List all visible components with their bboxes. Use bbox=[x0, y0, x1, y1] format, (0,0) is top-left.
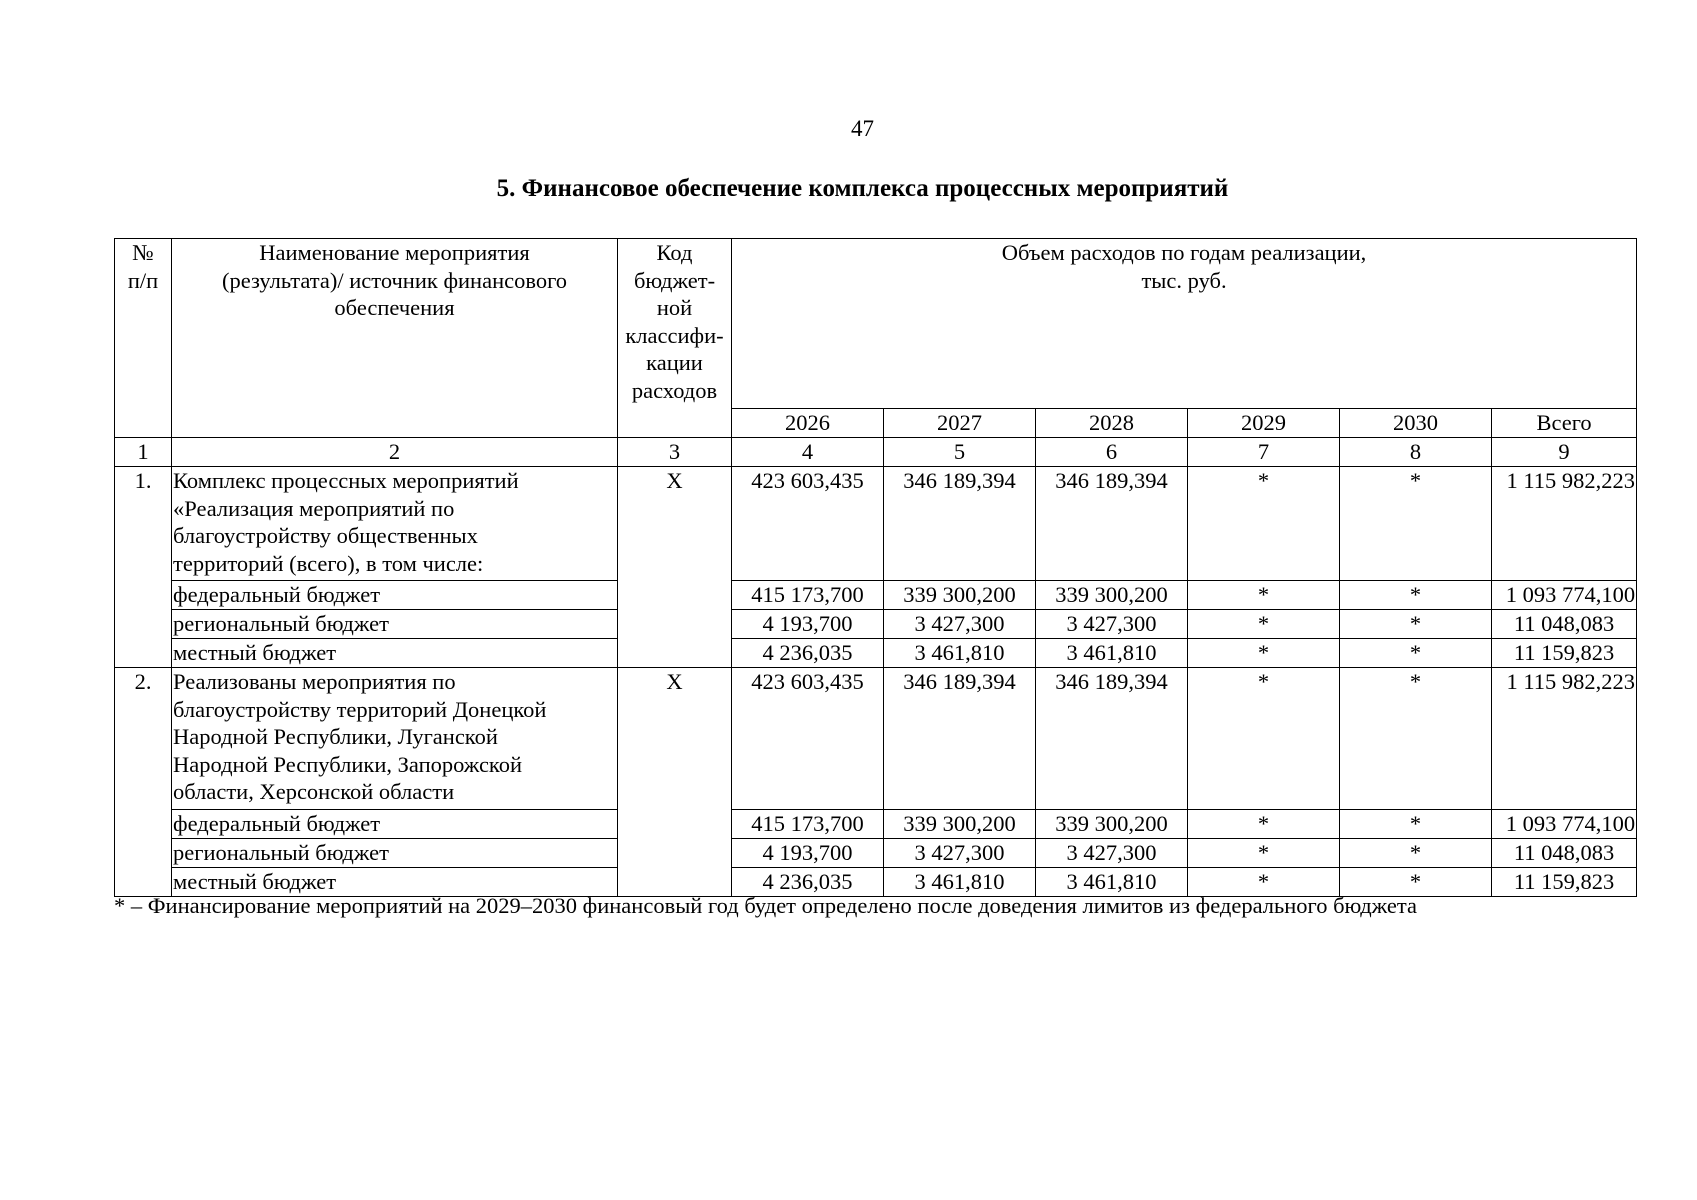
header-code-line: Код bbox=[656, 240, 693, 265]
table-row bbox=[115, 467, 1637, 581]
row-number: 2. bbox=[115, 668, 172, 897]
budget-code: Х bbox=[618, 668, 732, 897]
row-name-line: благоустройству общественных bbox=[173, 523, 478, 548]
value-2026: 4 193,700 bbox=[732, 839, 884, 868]
header-row bbox=[115, 239, 1637, 409]
header-year-2030: 2030 bbox=[1340, 409, 1492, 438]
value-2027: 3 461,810 bbox=[884, 639, 1036, 668]
value-2027: 346 189,394 bbox=[884, 668, 1036, 810]
header-name-cell bbox=[172, 239, 618, 438]
row-name-cell: местный бюджет bbox=[172, 639, 618, 668]
value-2029: * bbox=[1188, 467, 1340, 581]
value-total: 11 159,823 bbox=[1492, 868, 1637, 897]
value-2028: 3 427,300 bbox=[1036, 839, 1188, 868]
column-numbers-row bbox=[115, 438, 1637, 467]
table-row bbox=[115, 810, 1637, 839]
row-name-cell: федеральный бюджет bbox=[172, 810, 618, 839]
value-2030: * bbox=[1340, 868, 1492, 897]
header-name-line: (результата)/ источник финансового bbox=[221, 267, 568, 293]
table-row bbox=[115, 610, 1637, 639]
header-code-cell bbox=[618, 239, 732, 438]
value-2026: 415 173,700 bbox=[732, 810, 884, 839]
value-2026: 423 603,435 bbox=[732, 668, 884, 810]
value-2027: 3 461,810 bbox=[884, 868, 1036, 897]
row-name-cell: региональный бюджет bbox=[172, 610, 618, 639]
row-name-line: Народной Республики, Запорожской bbox=[173, 751, 523, 777]
row-name-cell: региональный бюджет bbox=[172, 839, 618, 868]
value-2027: 339 300,200 bbox=[884, 810, 1036, 839]
row-name-line: Народной Республики, Луганской bbox=[173, 724, 498, 749]
row-name-line: Комплекс процессных мероприятий bbox=[173, 468, 519, 493]
column-number: 3 bbox=[618, 438, 732, 467]
header-year-2029: 2029 bbox=[1188, 409, 1340, 438]
row-name-line: области, Херсонской области bbox=[173, 779, 455, 804]
header-total: Всего bbox=[1492, 409, 1637, 438]
row-name-cell: федеральный бюджет bbox=[172, 581, 618, 610]
header-num-cell bbox=[115, 239, 172, 438]
budget-code: Х bbox=[618, 467, 732, 668]
value-2028: 3 427,300 bbox=[1036, 610, 1188, 639]
header-code-line: классифи- bbox=[625, 322, 724, 348]
column-number: 9 bbox=[1492, 438, 1637, 467]
table-row bbox=[115, 639, 1637, 668]
value-2029: * bbox=[1188, 639, 1340, 668]
value-total: 11 159,823 bbox=[1492, 639, 1637, 668]
row-name-line: территорий (всего), в том числе: bbox=[173, 550, 484, 576]
column-number: 6 bbox=[1036, 438, 1188, 467]
value-2028: 346 189,394 bbox=[1036, 668, 1188, 810]
value-2027: 339 300,200 bbox=[884, 581, 1036, 610]
value-2030: * bbox=[1340, 668, 1492, 810]
value-2030: * bbox=[1340, 467, 1492, 581]
header-volume-line: Объем расходов по годам реализации, bbox=[1001, 240, 1367, 265]
financing-table bbox=[114, 238, 1637, 897]
value-total: 11 048,083 bbox=[1492, 839, 1637, 868]
column-number: 1 bbox=[115, 438, 172, 467]
row-name-line: благоустройству территорий Донецкой bbox=[173, 696, 547, 722]
table-row bbox=[115, 668, 1637, 810]
table-row bbox=[115, 581, 1637, 610]
value-2028: 3 461,810 bbox=[1036, 868, 1188, 897]
value-2029: * bbox=[1188, 610, 1340, 639]
row-name-line: «Реализация мероприятий по bbox=[173, 495, 455, 521]
column-number: 7 bbox=[1188, 438, 1340, 467]
value-2029: * bbox=[1188, 810, 1340, 839]
value-2026: 423 603,435 bbox=[732, 467, 884, 581]
row-name-cell: местный бюджет bbox=[172, 868, 618, 897]
column-number: 4 bbox=[732, 438, 884, 467]
value-2028: 339 300,200 bbox=[1036, 581, 1188, 610]
value-2028: 3 461,810 bbox=[1036, 639, 1188, 668]
header-name-line: обеспечения bbox=[334, 295, 455, 320]
header-name-line: Наименование мероприятия bbox=[259, 240, 530, 265]
table-row bbox=[115, 839, 1637, 868]
value-2026: 4 236,035 bbox=[732, 639, 884, 668]
value-2027: 3 427,300 bbox=[884, 839, 1036, 868]
section-title: 5. Финансовое обеспечение комплекса процессных мероприятий bbox=[496, 175, 1229, 202]
value-total: 1 093 774,100 bbox=[1492, 581, 1637, 610]
value-total: 11 048,083 bbox=[1492, 610, 1637, 639]
value-2027: 3 427,300 bbox=[884, 610, 1036, 639]
value-2027: 346 189,394 bbox=[884, 467, 1036, 581]
row-name-cell bbox=[172, 668, 618, 810]
header-volume-cell bbox=[732, 239, 1637, 409]
value-2030: * bbox=[1340, 639, 1492, 668]
header-num-line: № bbox=[132, 240, 154, 265]
value-2029: * bbox=[1188, 868, 1340, 897]
header-year-2027: 2027 bbox=[884, 409, 1036, 438]
footnote: * – Финансирование мероприятий на 2029–2030 финансовый год будет определено после доведения лимитов из федерального бюджета bbox=[114, 893, 1417, 918]
value-2029: * bbox=[1188, 668, 1340, 810]
value-2030: * bbox=[1340, 839, 1492, 868]
value-2029: * bbox=[1188, 839, 1340, 868]
value-2026: 4 193,700 bbox=[732, 610, 884, 639]
row-name-cell bbox=[172, 467, 618, 581]
value-2028: 339 300,200 bbox=[1036, 810, 1188, 839]
header-year-2028: 2028 bbox=[1036, 409, 1188, 438]
value-2028: 346 189,394 bbox=[1036, 467, 1188, 581]
header-volume-line: тыс. руб. bbox=[1141, 267, 1227, 293]
value-2029: * bbox=[1188, 581, 1340, 610]
value-total: 1 115 982,223 bbox=[1492, 467, 1637, 581]
header-code-line: ной bbox=[656, 295, 693, 320]
value-total: 1 093 774,100 bbox=[1492, 810, 1637, 839]
header-code-line: расходов bbox=[631, 377, 718, 403]
header-year-2026: 2026 bbox=[732, 409, 884, 438]
value-2026: 4 236,035 bbox=[732, 868, 884, 897]
header-num-line: п/п bbox=[127, 267, 159, 293]
row-name-line: Реализованы мероприятия по bbox=[173, 669, 456, 694]
page-number: 47 bbox=[851, 116, 874, 141]
row-number: 1. bbox=[115, 467, 172, 668]
value-2026: 415 173,700 bbox=[732, 581, 884, 610]
value-2030: * bbox=[1340, 610, 1492, 639]
column-number: 5 bbox=[884, 438, 1036, 467]
header-code-line: бюджет- bbox=[633, 267, 716, 293]
header-code-line: кации bbox=[646, 350, 703, 375]
value-total: 1 115 982,223 bbox=[1492, 668, 1637, 810]
value-2030: * bbox=[1340, 581, 1492, 610]
column-number: 8 bbox=[1340, 438, 1492, 467]
value-2030: * bbox=[1340, 810, 1492, 839]
column-number: 2 bbox=[172, 438, 618, 467]
